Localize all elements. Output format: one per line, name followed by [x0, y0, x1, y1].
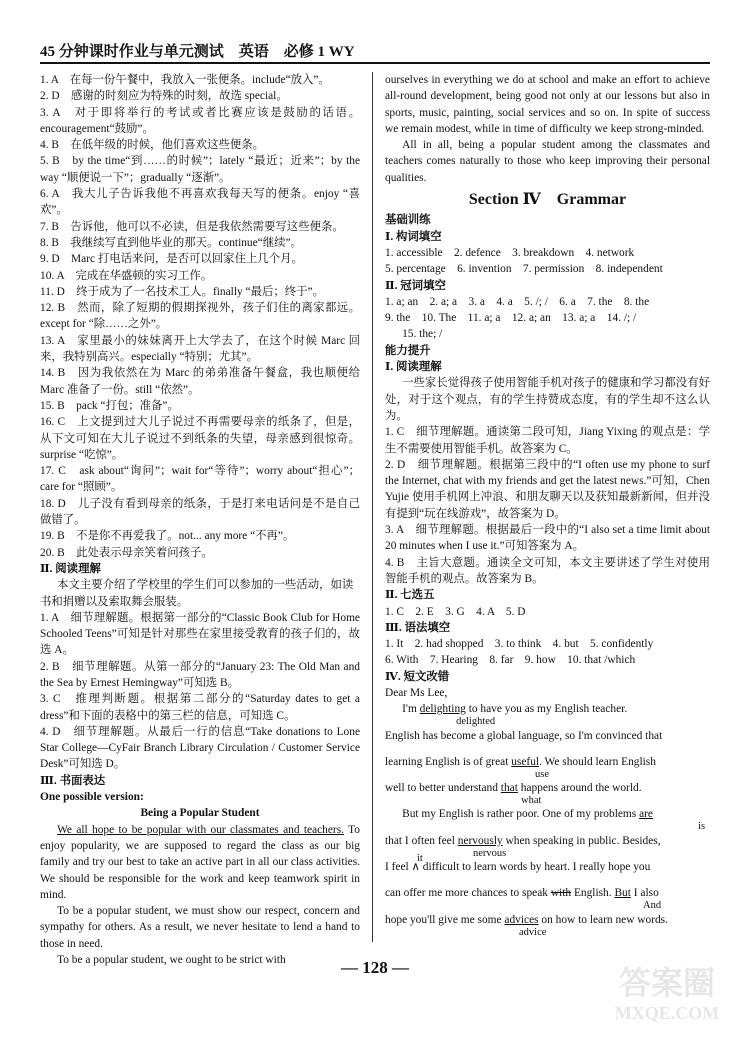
reading-heading: Ⅱ. 阅读理解 — [40, 562, 101, 575]
essay-paragraph-3: To be a popular student, we ought to be strict with — [57, 954, 286, 967]
page-number: — 128 — — [341, 958, 409, 977]
answer-item: 9. D Marc 打电话来问，是否可以回家住上几个月。 — [40, 253, 303, 266]
answer-item: 8. B 我继续写直到他毕业的那天。continue“继续”。 — [40, 236, 302, 249]
word-formation-heading: Ⅰ. 构词填空 — [385, 230, 442, 243]
article-heading: Ⅱ. 冠词填空 — [385, 279, 446, 292]
writing-label: One possible version: — [40, 791, 144, 804]
correction-line-9: hope you'll give me some advices on how to learn new words. advice — [385, 912, 710, 938]
reading2-heading: Ⅰ. 阅读理解 — [385, 361, 442, 374]
answer-item: 1. A 在每一份午餐中，我放入一张便条。include“放入”。 — [40, 74, 330, 86]
correction-fix: use — [535, 768, 549, 780]
essay-paragraph-2: To be a popular student, we must show our respect, concern and sympathy for others. As a result, we never hesitate to lend a hand to those in need. — [40, 905, 360, 950]
answer-item: 12. B 然而，除了短期的假期探视外，孩子们住的离家都远。except for “除……之外”。 — [40, 302, 360, 331]
answer-item: 3. C 推理判断题。根据第二部分的“Saturday dates to get a dress”和下面的表格中的第三栏的信息，可知选 C。 — [40, 693, 360, 722]
correction-line-2: English has become a global language, so I'm convinced that — [385, 729, 663, 742]
correction-fix: advice — [519, 926, 547, 938]
answer-item: 3. A 细节理解题。根据最后一段中的“I also set a time limit about 20 minutes when I use it.”可知答案为 A。 — [385, 524, 710, 553]
answer-item: 19. B 不是你不再爱我了。not... any more “不再”。 — [40, 530, 295, 543]
left-column — [40, 72, 360, 968]
correction-fix: nervous — [473, 847, 507, 859]
answer-item: 3. A 对于即将举行的考试或者比赛应该是鼓励的话语。encouragement“鼓励”。 — [40, 106, 360, 135]
answer-item: 18. D 儿子没有看到母亲的纸条，于是打来电话问是不是自己做错了。 — [40, 497, 360, 527]
basic-heading: 基础训练 — [385, 214, 431, 227]
watermark-logo: 答案圈 MXQE.COM — [614, 965, 720, 1023]
reading-answers — [40, 610, 360, 773]
essay-topic-sentence: We all hope to be popular with our classmates and teachers. — [57, 823, 345, 836]
grammar-heading: Ⅲ. 语法填空 — [385, 621, 451, 634]
section-title: Section Ⅳ Grammar — [468, 191, 627, 209]
correction-line-4: well to better understand that happens around the world. what — [385, 780, 710, 806]
running-header: 45 分钟课时作业与单元测试 英语 必修 1 WY — [40, 44, 355, 60]
essay-continuation: ourselves in everything we do at school and make an effort to achieve all-round development, being good not only at our lessons but also in sports, music, painting, social services and so on. In spite of success we remain modest, while in time of difficulty we keep strong-minded. — [385, 74, 710, 135]
grammar-line-2: 6. With 7. Hearing 8. far 9. how 10. that /which — [385, 654, 636, 667]
article-line-3: 15. the; / — [402, 328, 443, 341]
answer-item: 11. D 终于成为了一名技术工人。finally “最后；终于”。 — [40, 285, 325, 298]
answer-item: 13. A 家里最小的妹妹离开上大学去了，在这个时候 Marc 回来，我特别高兴。especially “特别；尤其”。 — [40, 334, 360, 364]
answer-item: 7. B 告诉他，他可以不必读，但是我依然需要写这些便条。 — [40, 220, 344, 233]
seven-heading: Ⅱ. 七选五 — [385, 589, 435, 602]
essay-paragraph-1: We all hope to be popular with our classmates and teachers. To enjoy popularity, we are supposed to regard the class as our big family and try our best to take an active part in all our class activities. We should be responsible for the work and keep teamwork spirit in mind. — [40, 823, 361, 901]
seven-line: 1. C 2. E 3. G 4. A 5. D — [385, 605, 526, 618]
reading-intro: 本文主要介绍了学校里的学生们可以参加的一些活动，如读书和捐赠以及索取舞会服装。 — [40, 579, 354, 608]
article-line-2: 9. the 10. The 11. a; a 12. a; an 13. a; a 14. /; / — [385, 312, 637, 325]
reading2-answers — [385, 424, 710, 587]
answer-item: 2. B 细节理解题。从第一部分的“January 23: The Old Man and the Sea by Ernest Hemingway”可知选 B。 — [40, 660, 360, 689]
correction-fix: is — [698, 821, 706, 833]
answer-item: 16. C 上文提到过大儿子说过不再需要母亲的纸条了，但是，从下文可知在大儿子说过不到纸条的失望，母亲感到很惊奇。surprise “吃惊”。 — [40, 416, 360, 461]
answer-item: 4. B 主旨大意题。通读全文可知，本文主要讲述了学生对使用智能手机的观点。故答案为 B。 — [385, 556, 710, 585]
correction-fix: delighted — [456, 716, 496, 728]
answer-item: 10. A 完成在华盛顿的实习工作。 — [40, 269, 213, 282]
answer-item: 4. D 细节理解题。从最后一行的信息“Take donations to Lone Star College—CyFair Branch Library Circulation / Customer Service Desk”可知选 D。 — [40, 725, 360, 771]
correction-greeting: Dear Ms Lee, — [385, 686, 448, 699]
correction-heading: Ⅳ. 短文改错 — [385, 670, 450, 683]
answer-item: 5. B by the time“到……的时候”；lately “最近；近来”；by the way “顺便说一下”；gradually “逐渐”。 — [40, 155, 360, 184]
answer-item: 14. B 因为我依然在为 Marc 的弟弟准备午餐盒，我也顺便给 Marc 准备了一份。still “依然”。 — [40, 367, 360, 396]
answer-item: 2. D 细节理解题。根据第三段中的“I often use my phone to surf the Internet, chat with my friends and get the latest news.”可知，Chen Yujie 使用手机网上冲浪、和朋友聊天以及获知最新新闻，但并没有提到“玩在线游戏”，故答案为 D。 — [385, 458, 710, 520]
correction-fix: it — [417, 853, 423, 865]
column-divider — [372, 72, 373, 942]
essay-conclusion: All in all, being a popular student among the classmates and teachers comes naturally to those who keep improving their personal qualities. — [385, 139, 710, 184]
cloze-answers — [40, 72, 360, 561]
correction-line-1: I'm delighting to have you as my English teacher. delighted — [385, 701, 710, 727]
answer-item: 4. B 在低年级的时候，他们喜欢这些便条。 — [40, 139, 265, 152]
answer-item: 1. A 细节理解题。根据第一部分的“Classic Book Club for Home Schooled Teens”可知是针对那些在家里接受教育的孩子们的，故选 A。 — [40, 611, 360, 657]
word-formation-line-2: 5. percentage 6. invention 7. permission 8. independent — [385, 263, 663, 276]
answer-item: 20. B 此处表示母亲笑着问孩子。 — [40, 546, 213, 559]
answer-item: 17. C ask about“询问”；wait for“等待”；worry about“担心”；care for “照顾”。 — [40, 465, 360, 494]
correction-line-3: learning English is of great useful. We should learn English use — [385, 754, 710, 780]
answer-item: 6. A 我大儿子告诉我他不再喜欢我每天写的便条。enjoy “喜欢”。 — [40, 188, 360, 217]
article-line-1: 1. a; an 2. a; a 3. a 4. a 5. /; / 6. a 7. the 8. the — [385, 295, 650, 308]
header-rule — [40, 62, 710, 64]
ability-heading: 能力提升 — [385, 344, 431, 357]
essay-title: Being a Popular Student — [140, 807, 260, 820]
reading2-intro: 一些家长觉得孩子使用智能手机对孩子的健康和学习都没有好处，对于这个观点，有的学生持赞成态度，有的学生却不这么认为。 — [385, 377, 710, 422]
answer-item: 15. B pack “打包；准备”。 — [40, 399, 179, 412]
right-column — [385, 72, 710, 938]
answer-item: 1. C 细节理解题。通读第二段可知，Jiang Yixing 的观点是：学生不需要使用智能手机。故答案为 C。 — [385, 426, 710, 455]
correction-line-8: can offer me more chances to speak with English. But I also And — [385, 885, 710, 911]
correction-fix: what — [521, 795, 542, 807]
writing-heading: Ⅲ. 书面表达 — [40, 774, 106, 787]
correction-fix: And — [643, 900, 662, 912]
word-formation-line-1: 1. accessible 2. defence 3. breakdown 4. network — [385, 246, 635, 259]
correction-line-6: that I often feel nervously when speaking in public. Besides, nervous — [385, 833, 710, 859]
answer-item: 2. D 感谢的时刻应为特殊的时刻，故选 special。 — [40, 90, 288, 103]
grammar-line-1: 1. It 2. had shopped 3. to think 4. but 5. confidently — [385, 638, 654, 651]
correction-line-5: But my English is rather poor. One of my problems are is — [385, 806, 710, 832]
correction-line-7: I feel ∧ difficult to learn words by heart. I really hope you it — [385, 853, 651, 874]
